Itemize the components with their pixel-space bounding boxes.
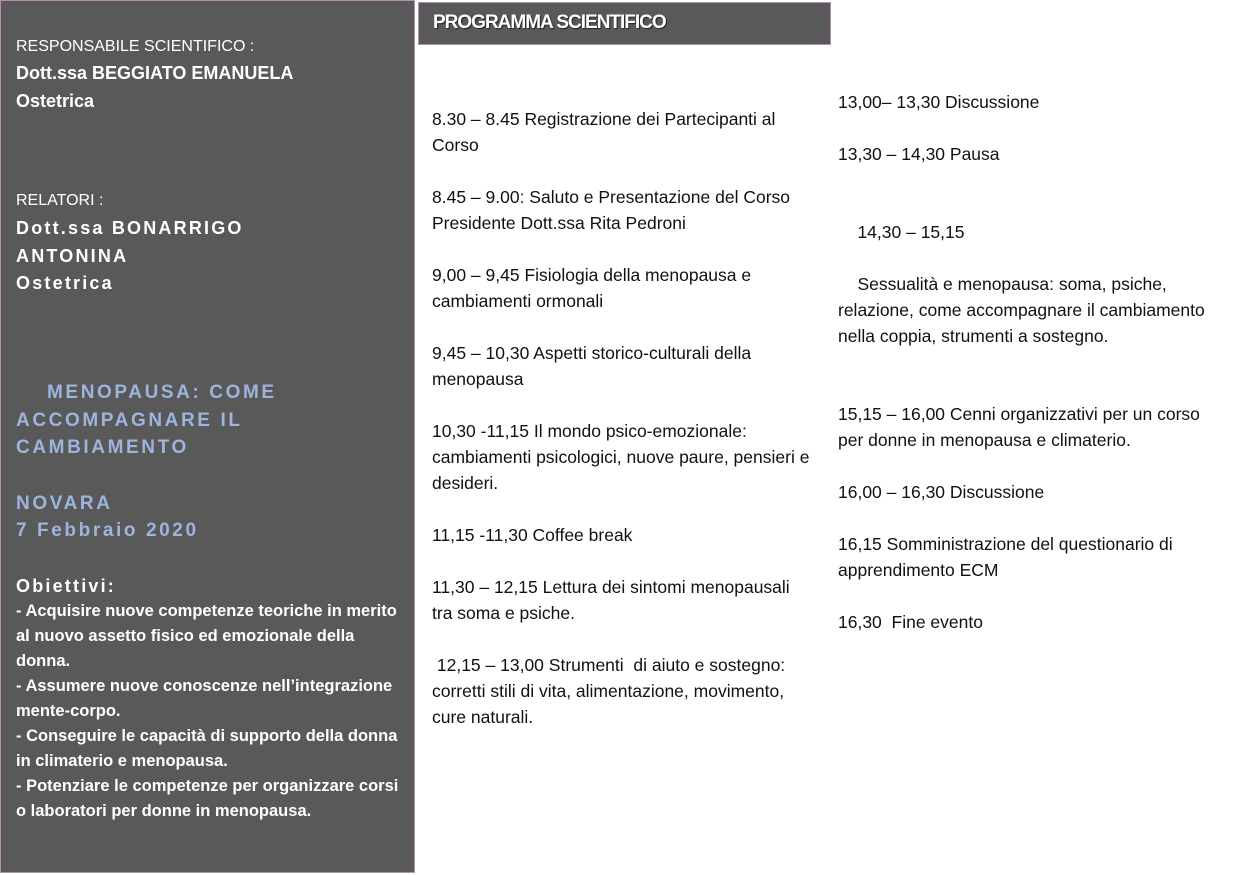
sidebar-panel [0, 0, 415, 873]
program-item: 16,15 Somministrazione del questionario di apprendimento ECM [838, 534, 1178, 580]
relatore-role: Ostetrica [16, 273, 114, 293]
event-title-line3: CAMBIAMENTO [16, 437, 189, 458]
event-city: NOVARA [16, 493, 113, 514]
program-item: 10,30 -11,15 Il mondo psico-emozionale: cambiamenti psicologici, nuove paure, pensieri e desideri. [432, 421, 815, 493]
relatore-name-line1: Dott.ssa BONARRIGO [16, 218, 244, 238]
programma-title: PROGRAMMA SCIENTIFICO [433, 12, 666, 33]
objective-item: - Acquisire nuove competenze teoriche in merito al nuovo assetto fisico ed emozionale della donna. [16, 602, 397, 670]
program-item: 9,00 – 9,45 Fisiologia della menopausa e cambiamenti ormonali [432, 265, 756, 311]
program-item: 9,45 – 10,30 Aspetti storico-culturali della menopausa [432, 343, 756, 389]
event-title-line1: MENOPAUSA: COME [47, 382, 277, 403]
relatore-name-line2: ANTONINA [16, 246, 129, 266]
objective-item: - Conseguire le capacità di supporto della donna in climaterio e menopausa. [16, 727, 398, 770]
program-item-detail: Sessualità e menopausa: soma, psiche, relazione, come accompagnare il cambiamento nella coppia, strumenti a sostegno. [838, 274, 1210, 346]
responsabile-role: Ostetrica [16, 91, 95, 111]
objective-item: - Potenziare le competenze per organizzare corsi o laboratori per donne in menopausa. [16, 777, 399, 820]
program-item: 16,30 Fine evento [838, 612, 983, 632]
event-title-line2: ACCOMPAGNARE IL [16, 410, 243, 431]
program-item: 8.30 – 8.45 Registrazione dei Partecipanti al Corso [432, 109, 781, 155]
program-item: 16,00 – 16,30 Discussione [838, 482, 1045, 502]
program-item-multiline [838, 193, 1218, 375]
relatori-label: RELATORI : [16, 192, 104, 209]
program-item: 13,30 – 14,30 Pausa [838, 144, 1000, 164]
event-date: 7 Febbraio 2020 [16, 520, 199, 541]
program-item: 11,15 -11,30 Coffee break [432, 525, 633, 545]
objectives-label: Obiettivi: [16, 576, 117, 596]
program-item: 15,15 – 16,00 Cenni organizzativi per un corso per donne in menopausa e climaterio. [838, 404, 1205, 450]
program-column-right [838, 89, 1218, 661]
objective-item: - Assumere nuove conoscenze nell’integrazione mente-corpo. [16, 677, 393, 720]
objectives-list [16, 599, 406, 824]
program-item: 8.45 – 9.00: Saluto e Presentazione del Corso Presidente Dott.ssa Rita Pedroni [432, 187, 800, 233]
program-item: 11,30 – 12,15 Lettura dei sintomi menopausali tra soma e psiche. [432, 577, 800, 623]
responsabile-name: Dott.ssa BEGGIATO EMANUELA [16, 63, 294, 83]
program-item: 13,00– 13,30 Discussione [838, 92, 1040, 112]
programma-header [418, 2, 831, 45]
responsabile-label: RESPONSABILE SCIENTIFICO : [16, 38, 255, 55]
program-item: 12,15 – 13,00 Strumenti di aiuto e sostegno: corretti stili di vita, alimentazione, movimento, cure naturali. [432, 655, 791, 727]
program-item-time: 14,30 – 15,15 [857, 222, 965, 242]
program-column-left [432, 106, 815, 756]
